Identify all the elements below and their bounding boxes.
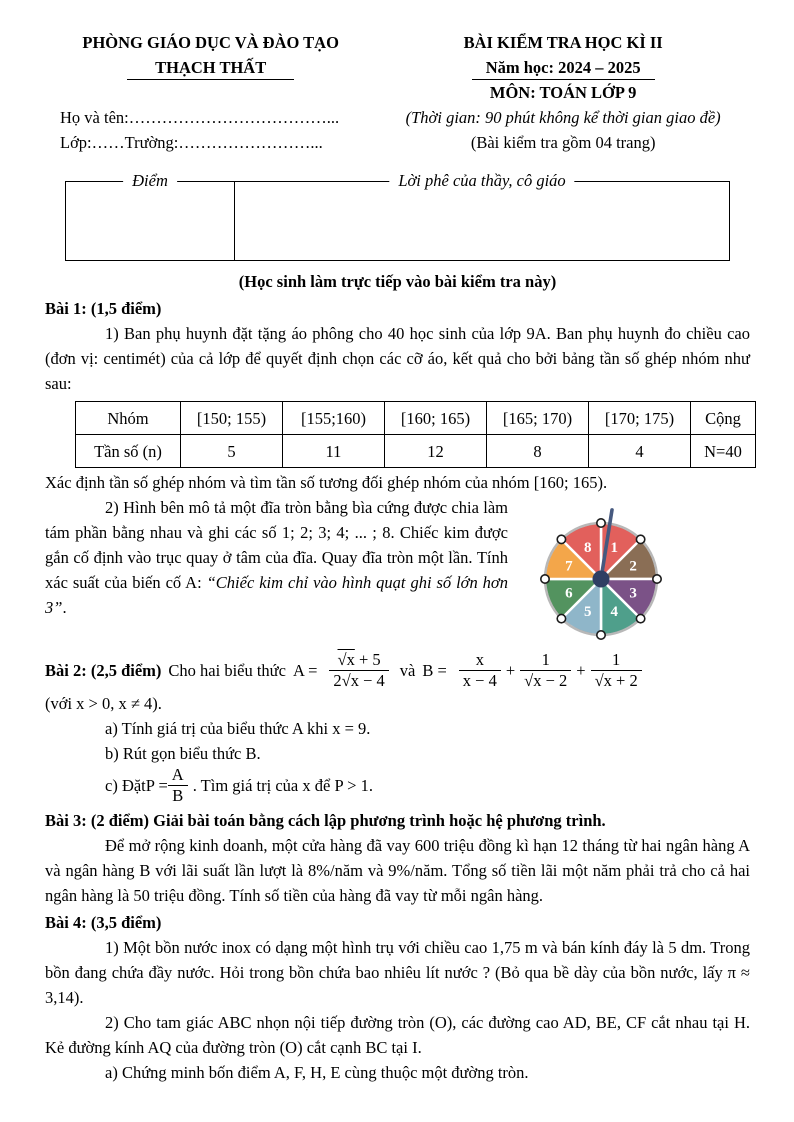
table-cell: 8 [487,435,589,468]
bai3-paragraph: Để mở rộng kinh doanh, một cửa hàng đã vay 600 triệu đồng kì hạn 12 tháng từ hai ngân hàng A và ngân hàng B với lãi suất lần lượt là 8%/năm và 9%/năm. Tổng số tiền lãi một năm phải trả cho cả hai ngân hàng là 50 triệu đồng. Tính số tiền của hàng đã vay từ mỗi ngân hàng. [45,835,750,905]
wheel-boundary-dot [653,575,661,583]
header-right-column [376,30,750,155]
wheel-boundary-dot [541,575,549,583]
bai4-heading: Bài 4: (3,5 điểm) [45,912,162,932]
formula-A-denominator: 2√x − 4 [329,670,388,690]
table-cell: [160; 165) [385,402,487,435]
score-label: Điểm [123,168,177,193]
table-cell: [170; 175) [589,402,691,435]
duration-line: (Thời gian: 90 phút không kể thời gian giao đề) [405,108,721,127]
bai4-paragraph-1: 1) Một bồn nước inox có dạng một hình trụ với chiều cao 1,75 m và bán kính đáy là 5 dm. Trong bồn đang chứa đầy nước. Hỏi trong bồn chứa bao nhiêu lít nước ? (Bỏ qua bề dày của bồn nước, lấy π ≈ 3,14). [45,937,750,1007]
wheel-boundary-dot [597,519,605,527]
bai2-domain: (với x > 0, x ≠ 4). [45,693,162,713]
formula-A-lhs: A = [292,661,318,681]
teacher-comment-label: Lời phê của thầy, cô giáo [389,168,574,193]
bai1-after-table: Xác định tần số ghép nhóm và tìm tần số tương đối ghép nhóm của nhóm [160; 165). [45,473,608,492]
class-school-line: Lớp:……Trường:……………………... [60,133,323,152]
formula-B-t2-den: √x − 2 [520,670,571,690]
score-comment-box [65,171,730,261]
formula-B-t2-num: 1 [541,650,550,669]
formula-A-numerator: √x + 5 [337,650,381,669]
formula-P-den: B [168,785,188,805]
teacher-comment-cell [235,171,729,260]
exam-header [45,30,750,155]
department-line: PHÒNG GIÁO DỤC VÀ ĐÀO TẠO [82,33,339,52]
exam-title: BÀI KIỂM TRA HỌC KÌ II [463,33,663,52]
bai2-item-b: b) Rút gọn biểu thức B. [105,743,261,763]
formula-P-lhs: P = [145,776,168,796]
table-cell: N=40 [691,435,756,468]
wheel-boundary-dot [557,614,565,622]
district-name: THẠCH THẤT [127,57,294,80]
table-cell: Nhóm [76,402,181,435]
wheel-boundary-dot [597,631,605,639]
bai1-paragraph-1: 1) Ban phụ huynh đặt tặng áo phông cho 40 học sinh của lớp 9A. Ban phụ huynh đo chiều cao (đơn vị: centimét) của cả lớp để quyết định chọn các cỡ áo, kết quả cho bởi bảng tần số ghép nhóm như sau: [45,324,750,393]
subject-line: MÔN: TOÁN LỚP 9 [489,83,637,102]
bai2-item-c-post: . Tìm giá trị của x để P > 1. [192,776,373,796]
bai4-item-a: a) Chứng minh bốn điểm A, F, H, E cùng thuộc một đường tròn. [105,1062,529,1082]
table-cell: 11 [283,435,385,468]
bai2-and: và [399,661,416,681]
table-cell: 12 [385,435,487,468]
bai2-intro: Cho hai biểu thức [168,661,286,681]
student-name-line: Họ và tên:………………………………... [60,108,340,127]
wheel-boundary-dot [557,535,565,543]
formula-B-t3-den: √x + 2 [591,670,642,690]
wheel-number-2: 2 [629,558,637,575]
table-cell: 4 [589,435,691,468]
wheel-number-6: 6 [565,585,573,602]
school-year-line [376,55,750,80]
formula-B-lhs: B = [422,661,447,681]
bai1-p2-event-text: “Chiếc kim chỉ vào hình quạt ghi số lớn hơn 3” [45,573,508,617]
wheel-number-4: 4 [610,604,619,621]
bai1-part2-block [45,495,750,645]
bai1-heading: Bài 1: (1,5 điểm) [45,299,162,318]
page-count-line: (Bài kiểm tra gồm 04 trang) [470,133,656,152]
bai1-p2-text: 2) Hình bên mô tả một đĩa tròn bằng bìa cứng được chia làm tám phần bằng nhau và ghi các số 1; 2; 3; 4; ... ; 8. Chiếc kim được gắn cố định vào trục quay ở tâm của đĩa. Quay đĩa tròn một lần. Tính xác suất của biến cố A: [45,498,508,592]
table-cell: [155;160) [283,402,385,435]
formula-P-fraction [168,766,188,806]
formula-B-term1 [459,651,501,691]
wheel-hub [593,571,610,588]
wheel-number-3: 3 [629,585,637,602]
spinner-wheel-figure [526,495,676,645]
table-cell: 5 [181,435,283,468]
formula-B-t1-num: x [475,650,484,669]
bai2-item-a: a) Tính giá trị của biểu thức A khi x = 9. [105,718,371,738]
frequency-table-value-row [76,435,756,468]
table-cell: [165; 170) [487,402,589,435]
instruction-note: (Học sinh làm trực tiếp vào bài kiểm tra này) [238,272,557,291]
score-cell [66,171,235,260]
bai2-item-c-pre: c) Đặt [105,776,146,796]
bai4-paragraph-2: 2) Cho tam giác ABC nhọn nội tiếp đường tròn (O), các đường cao AD, BE, CF cắt nhau tại H. Kẻ đường kính AQ của đường tròn (O) cắt cạnh BC tại I. [45,1012,750,1057]
bai3-heading: Bài 3: (2 điểm) Giải bài toán bằng cách lập phương trình hoặc hệ phương trình. [45,810,606,830]
plus-sign: + [505,661,516,681]
formula-B-t3-num: 1 [612,650,621,669]
wheel-number-1: 1 [610,539,619,556]
formula-B-term3 [591,651,642,691]
district-line [45,55,376,80]
wheel-number-5: 5 [583,604,592,621]
wheel-number-7: 7 [565,558,573,575]
wheel-boundary-dot [636,614,644,622]
plus-sign: + [576,661,586,681]
formula-B-t1-den: x − 4 [459,670,501,690]
frequency-table [75,401,756,468]
bai2-heading: Bài 2: (2,5 điểm) [45,661,162,681]
bai1-p2-period: . [62,598,67,617]
formula-A-fraction [329,651,388,691]
table-cell: Tần số (n) [76,435,181,468]
header-spacer [45,80,376,105]
school-year: Năm học: 2024 – 2025 [472,57,655,80]
bai2-item-c [45,766,750,806]
formula-P-num: A [171,764,184,784]
frequency-table-header-row [76,402,756,435]
formula-B-term2 [520,651,571,691]
table-cell: [150; 155) [181,402,283,435]
bai2-intro-row [45,651,750,691]
wheel-number-8: 8 [583,539,592,556]
table-cell: Cộng [691,402,756,435]
header-left-column [45,30,376,155]
wheel-boundary-dot [636,535,644,543]
